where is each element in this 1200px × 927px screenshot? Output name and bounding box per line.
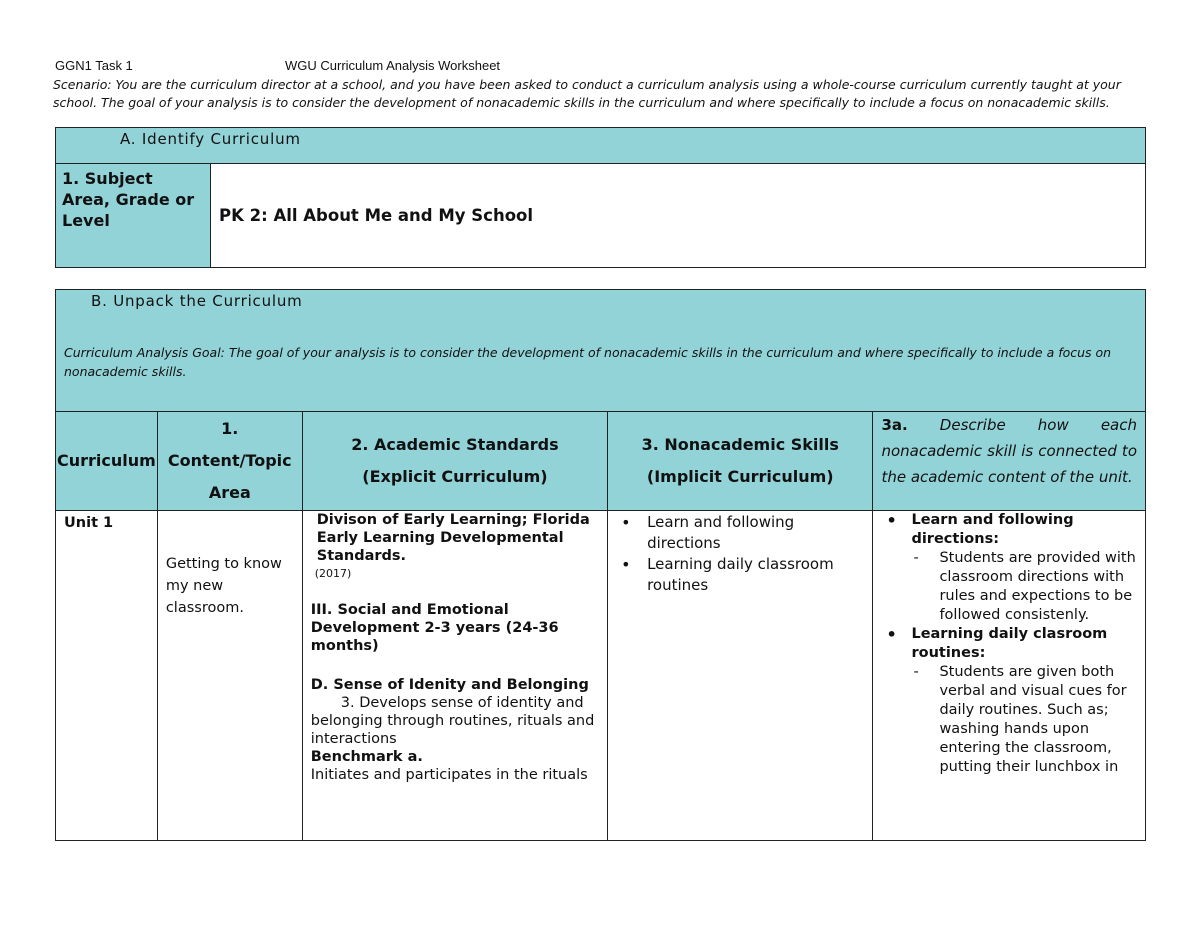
describe-text: Describe how each nonacademic skill is connected to the academic content of the unit.: [881, 416, 1137, 486]
nonacademic-title: 3. Nonacademic Skills: [641, 435, 839, 454]
section-b-title: B. Unpack the Curriculum: [91, 292, 303, 310]
table-row: [56, 511, 1146, 841]
standard-year: (2017): [314, 567, 352, 580]
connection-heading: • Learning daily clasroom routines:: [911, 625, 1137, 663]
scenario-text: Scenario: You are the curriculum director at a school, and you have been asked to conduct a curriculum analysis using a whole-course curriculum currently taught at your school. The goal of your analysis is to consider the development of nonacademic skills in the curriculum and where specifically to include a focus on nonacademic skills.: [53, 77, 1121, 110]
col-header-content: 1. Content/Topic Area: [157, 412, 302, 511]
describe-number: 3a.: [881, 416, 908, 434]
col-header-curriculum: Curriculum: [56, 412, 158, 511]
section-b-header: [56, 290, 1146, 412]
subject-area-label: 1. Subject Area, Grade or Level: [56, 164, 211, 268]
academic-title: 2. Academic Standards: [351, 435, 559, 454]
nonacademic-skills-cell[interactable]: [608, 511, 873, 841]
unpack-curriculum-table: [55, 289, 1146, 841]
benchmark-text: Initiates and participates in the rituals: [310, 767, 588, 783]
worksheet-title: WGU Curriculum Analysis Worksheet: [285, 58, 501, 73]
task-label: GGN1 Task 1: [55, 58, 133, 73]
standard-source: Divison of Early Learning; Florida Early Learning Developmental Standards.: [316, 512, 590, 564]
unit-label: Unit 1: [56, 511, 158, 841]
analysis-goal: Curriculum Analysis Goal: The goal of your analysis is to consider the development of nonacademic skills in the curriculum and where specifically to include a focus on nonacademic skills.: [64, 345, 1112, 379]
connection-cell[interactable]: [873, 511, 1146, 841]
standard-item: 3. Develops sense of identity and belonging through routines, rituals and interactions: [310, 695, 595, 747]
connection-heading: • Learn and following directions:: [911, 511, 1137, 549]
col-header-academic: [302, 412, 607, 511]
content-topic[interactable]: Getting to know my new classroom.: [157, 511, 302, 841]
col-header-nonacademic: [608, 412, 873, 511]
connection-detail: - Students are given both verbal and visual cues for daily routines. Such as; washing hands upon entering the classroom, putting their lunchbox in: [911, 663, 1137, 777]
academic-subtitle: (Explicit Curriculum): [362, 467, 548, 486]
col-header-describe: [873, 412, 1146, 511]
list-item: • Learning daily classroom routines: [647, 554, 871, 596]
nonacademic-subtitle: (Implicit Curriculum): [646, 467, 834, 486]
benchmark-label: Benchmark a.: [310, 749, 423, 765]
connection-detail: - Students are provided with classroom directions with rules and expections to be followed consistenly.: [911, 549, 1137, 625]
list-item: • Learn and following directions: [647, 512, 871, 554]
identify-curriculum-table: [55, 127, 1146, 268]
academic-standards-cell[interactable]: [302, 511, 607, 841]
section-a-title: A. Identify Curriculum: [56, 128, 1146, 164]
standard-strand: D. Sense of Idenity and Belonging: [310, 677, 589, 693]
standard-domain: III. Social and Emotional Development 2-3 years (24-36 months): [310, 602, 559, 654]
document-header: [55, 58, 501, 73]
subject-area-value[interactable]: PK 2: All About Me and My School: [211, 164, 1146, 268]
